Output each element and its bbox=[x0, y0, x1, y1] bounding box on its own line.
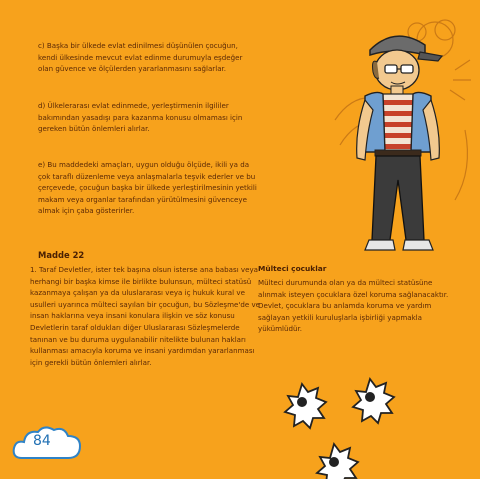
sidebar-body: Mülteci durumunda olan ya da mülteci statüsüne alınmak isteyen çocuklara özel koruma sağlanacaktır. Devlet, çocuklara bu anlamda koruma ve yardım sağlayan yetkili kuruluşlarla işbirliği yapmakla yükümlüdür. bbox=[258, 278, 449, 334]
paragraph-d: d) Ülkelerarası evlat edinmede, yerleştirmenin ilgililer bakımından yasadışı para kazanma konusu olmaması için gereken bütün önlemleri alırlar. bbox=[38, 101, 243, 134]
page-number: 84 bbox=[33, 433, 51, 449]
shoe-left bbox=[365, 240, 395, 250]
bullet-holes bbox=[262, 374, 462, 479]
sidebar-title: Mülteci çocuklar bbox=[258, 264, 327, 273]
boy-illustration bbox=[325, 10, 475, 260]
bullet-hole-2 bbox=[353, 379, 394, 423]
bullet-hole-1 bbox=[285, 384, 326, 428]
glasses bbox=[385, 65, 397, 73]
article-title: Madde 22 bbox=[38, 250, 85, 260]
paragraph-e: e) Bu maddedeki amaçları, uygun olduğu ölçüde, ikili ya da çok taraflı düzenleme veya anlaşmalarla teşvik ederler ve bu çerçevede, çocuğun başka bir ülkede yerleştirilmesinin yetkili makam veya organlar tarafından yürütülmesini güvenceye almak için çaba gösterirler. bbox=[38, 160, 257, 216]
shoe-right bbox=[403, 240, 433, 250]
pants bbox=[372, 156, 424, 240]
paragraph-c: c) Başka bir ülkede evlat edinilmesi düşünülen çocuğun, kendi ülkesinde mevcut evlat edinme durumuyla eşdeğer olan güvence ve ölçülerden yararlanmasını sağlarlar. bbox=[38, 41, 243, 74]
article-body: 1. Taraf Devletler, ister tek başına olsun isterse ana babası veya herhangi bir başka kimse ile birlikte bulunsun, mülteci statüsü kazanmaya çalışan ya da uluslararası veya iç hukuk kural ve usulleri uyarınca mülteci sayılan bir çocuğun, bu Sözleşme'de ve insan haklarına veya insani konulara ilişkin ve söz konusu Devletlerin taraf oldukları diğer Uluslararası Sözleşmelerde tanınan ve bu duruma uygulanabilir nitelikte bulunan hakları kullanması amacıyla koruma ve insani yardımdan yararlanması için gerekli bütün önlemleri alırlar. bbox=[30, 265, 261, 367]
